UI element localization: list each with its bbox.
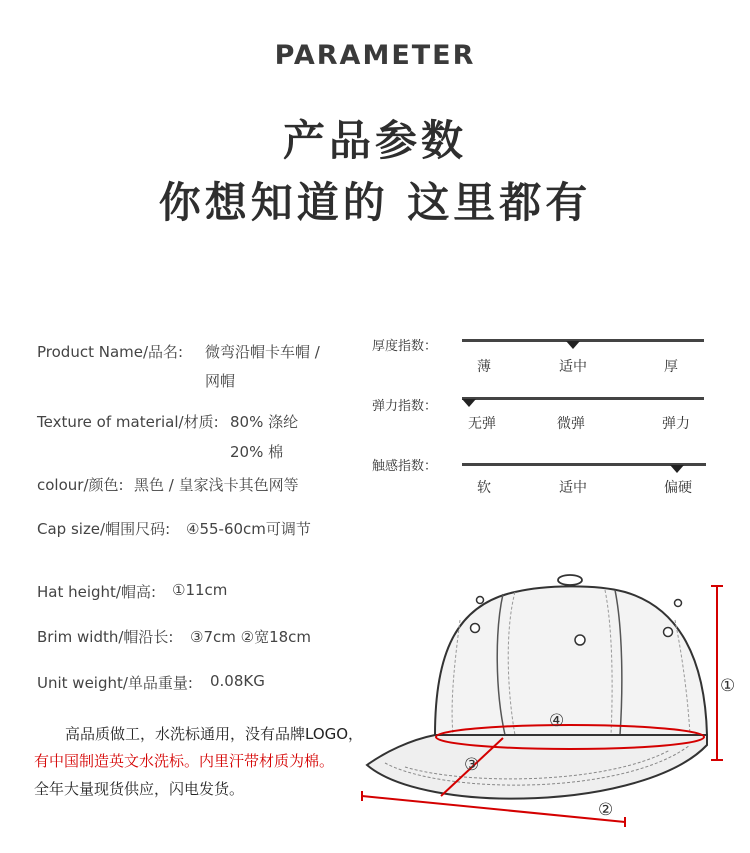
index-touch-option: 偏硬 [664,480,692,496]
hat-height-value: ①11cm [172,581,228,599]
unit-weight-label: Unit weight/单品重量: [37,674,193,692]
index-thickness-marker [566,341,580,349]
index-touch-label: 触感指数： [372,459,438,474]
index-touch-option: 适中 [559,480,587,496]
brim-width-label: Brim width/帽沿长: [37,628,174,646]
index-thickness-option: 适中 [559,359,587,375]
product-name-value: 微弯沿帽卡车帽 / [205,343,320,361]
marker-height: ① [720,676,736,696]
eyelet [471,624,480,633]
header-chinese-subtitle: 你想知道的 这里都有 [158,178,592,227]
index-touch-option: 软 [477,480,491,496]
eyelet [575,635,585,645]
cap-top-button [558,575,582,585]
marker-cap-size: ④ [549,711,565,731]
index-elasticity-label: 弹力指数： [372,399,438,414]
index-elasticity-scale [462,397,704,400]
index-thickness-scale [462,339,704,342]
marker-brim-width: ② [598,800,614,820]
hat-height-label: Hat height/帽高: [37,583,157,601]
product-name-value-continued: 网帽 [205,372,236,390]
index-elasticity-option: 弹力 [662,416,690,432]
index-touch-marker [670,465,684,473]
cap-brim [367,735,707,799]
index-thickness-label: 厚度指数： [372,339,438,354]
cap-size-value: ④55-60cm可调节 [186,520,311,538]
index-elasticity-marker [462,399,476,407]
eyelet [664,628,673,637]
note-line-1: 高品质做工，水洗标通用，没有品牌LOGO， [65,725,364,743]
index-elasticity-option: 微弹 [557,416,585,432]
index-thickness-option: 薄 [477,359,491,375]
index-elasticity-option: 无弹 [468,416,496,432]
material-label: Texture of material/材质: [37,413,219,431]
material-value-continued: 20% 棉 [230,443,284,461]
material-value: 80% 涤纶 [230,413,299,431]
cap-size-label: Cap size/帽围尺码: [37,520,171,538]
brim-width-value: ③7cm ②宽18cm [190,628,312,646]
header-chinese-title: 产品参数 [282,116,467,165]
product-name-label: Product Name/品名: [37,343,184,361]
note-line-2: 有中国制造英文水洗标。内里汗带材质为棉。 [34,752,335,770]
eyelet [477,597,484,604]
eyelet [675,600,682,607]
brim-width-measure-line [362,796,625,822]
unit-weight-value: 0.08KG [210,672,265,690]
index-thickness-option: 厚 [664,359,678,375]
header-english-title: PARAMETER [274,40,476,71]
marker-brim-length: ③ [464,755,480,775]
colour-label: colour/颜色: [37,476,124,494]
note-line-3: 全年大量现货供应，闪电发货。 [34,780,245,798]
cap-crown [435,586,707,735]
colour-value: 黑色 / 皇家浅卡其色网等 [134,476,299,494]
